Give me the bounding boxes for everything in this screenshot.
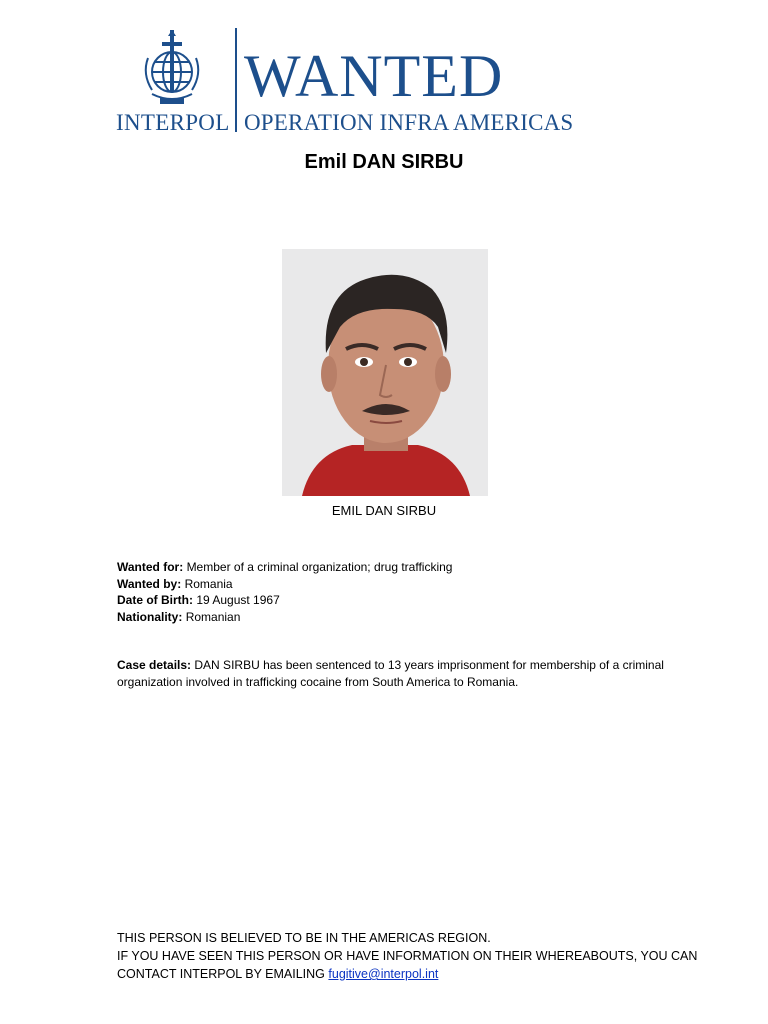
wanted-for-label: Wanted for:	[117, 560, 184, 574]
nationality-value: Romanian	[185, 609, 241, 624]
wanted-by-value: Romania	[184, 576, 233, 591]
wanted-by-row	[117, 576, 452, 593]
header-divider	[235, 28, 237, 132]
case-details	[117, 657, 677, 691]
interpol-logo-text: INTERPOL	[116, 110, 230, 135]
dob-row	[117, 592, 452, 609]
contact-email-link[interactable]: fugitive@interpol.int	[328, 967, 439, 981]
photo-caption: EMIL DAN SIRBU	[331, 503, 437, 518]
nationality-row	[117, 609, 452, 626]
suspect-photo	[282, 249, 488, 496]
operation-subtitle: OPERATION INFRA AMERICAS	[244, 110, 574, 135]
footer-line-2: IF YOU HAVE SEEN THIS PERSON OR HAVE INFORMATION ON THEIR WHEREABOUTS, YOU CAN	[117, 949, 698, 963]
footer-line-1: THIS PERSON IS BELIEVED TO BE IN THE AMERICAS REGION.	[117, 931, 491, 945]
footer-line-3	[117, 965, 697, 983]
person-name: Emil DAN SIRBU	[304, 151, 464, 173]
wanted-for-value: Member of a criminal organization; drug trafficking	[186, 560, 453, 574]
wanted-for-row	[117, 559, 452, 576]
person-details	[117, 559, 452, 625]
wanted-title: WANTED	[244, 43, 504, 109]
footer-line-3-prefix: CONTACT INTERPOL BY EMAILING	[117, 967, 325, 981]
header	[116, 28, 596, 138]
case-details-label: Case details:	[117, 658, 192, 672]
interpol-emblem-icon	[140, 28, 204, 108]
footer-notice	[117, 929, 697, 983]
case-details-text: DAN SIRBU has been sentenced to 13 years imprisonment for membership of a criminal organization involved in trafficking cocaine from South America to Romania.	[117, 658, 664, 689]
wanted-by-label: Wanted by:	[117, 576, 182, 591]
dob-value: 19 August 1967	[196, 593, 280, 607]
dob-label: Date of Birth:	[117, 593, 193, 607]
nationality-label: Nationality:	[117, 609, 183, 624]
